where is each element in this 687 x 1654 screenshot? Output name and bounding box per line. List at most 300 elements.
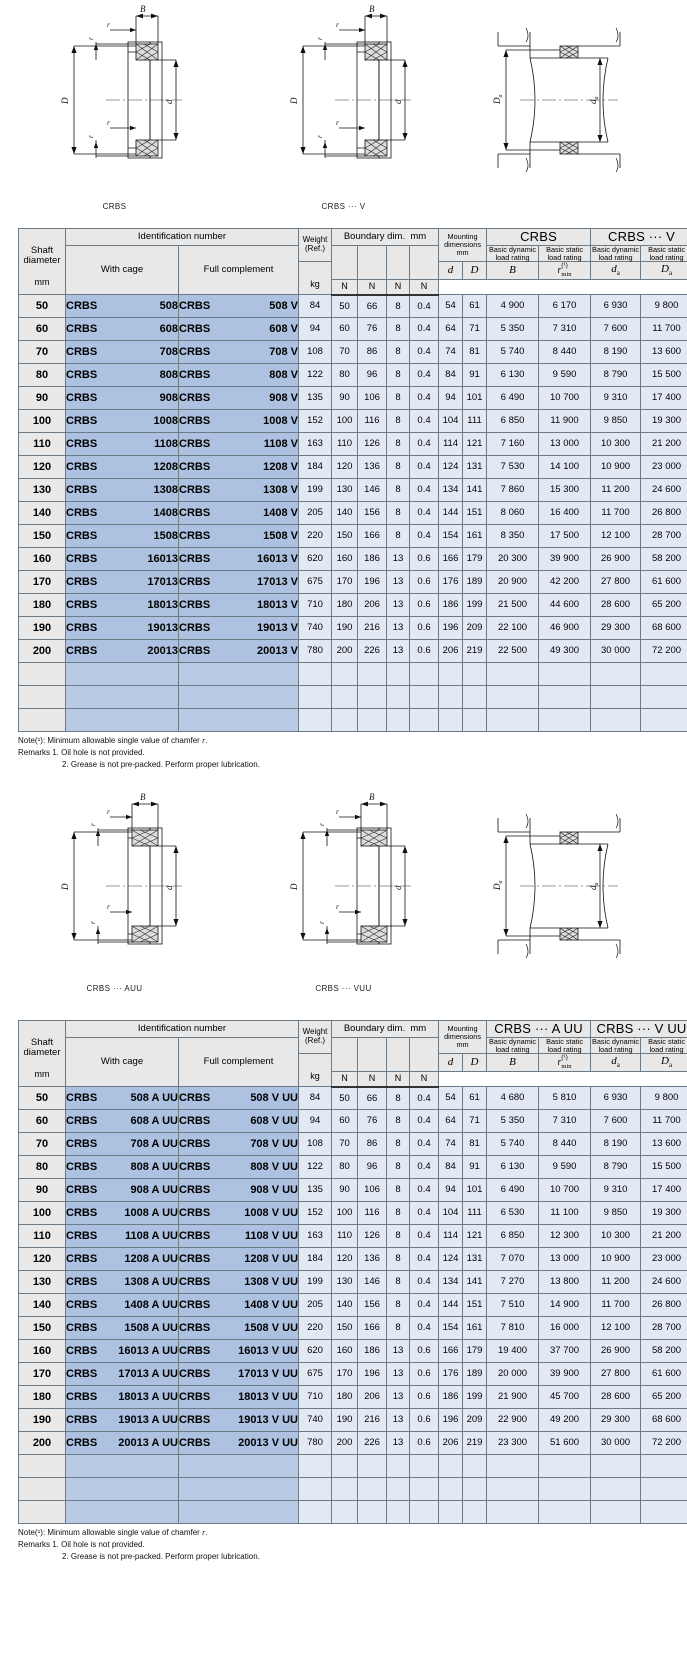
identification-full-complement-cell: CRBS 1208 V UU	[179, 1248, 299, 1271]
D-cell: 216	[358, 617, 387, 640]
remark-oil-hole-1: Remarks 1. Oil hole is not provided.	[18, 747, 145, 757]
table-row[interactable]	[19, 341, 687, 364]
table-row[interactable]	[19, 1087, 687, 1110]
table-row[interactable]	[19, 525, 687, 548]
d-cell: 150	[332, 1317, 358, 1340]
d-cell: 130	[332, 1271, 358, 1294]
basic-static-1-cell: 16 000	[539, 1317, 591, 1340]
table-row[interactable]	[19, 1133, 687, 1156]
basic-static-1-cell: 49 200	[539, 1409, 591, 1432]
table-row[interactable]	[19, 410, 687, 433]
d-cell: 170	[332, 1363, 358, 1386]
rmin-cell: 0.4	[410, 1087, 439, 1110]
basic-static-1-cell: 17 500	[539, 525, 591, 548]
identification-full-complement-cell: CRBS 17013 V	[179, 571, 299, 594]
empty-cell	[299, 1501, 332, 1524]
D-cell: 136	[358, 456, 387, 479]
table-row[interactable]	[19, 640, 687, 663]
basic-static-1-cell: 44 600	[539, 594, 591, 617]
da-cell: 166	[439, 1340, 463, 1363]
Da-cell: 179	[463, 1340, 487, 1363]
identification-with-cage-cell: CRBS 1308 A UU	[66, 1271, 179, 1294]
B-cell: 8	[387, 364, 410, 387]
D-cell: 186	[358, 548, 387, 571]
Da-cell: 141	[463, 1271, 487, 1294]
Da-cell: 111	[463, 410, 487, 433]
D-cell: 196	[358, 1363, 387, 1386]
table1-head	[19, 229, 687, 295]
basic-static-1-cell: 46 900	[539, 617, 591, 640]
label-r-1: r	[335, 807, 339, 817]
mounting-dimensions-drawing-top	[468, 0, 678, 200]
identification-with-cage-cell: CRBS 1508	[66, 525, 179, 548]
label-r-2: r	[85, 37, 95, 40]
shaft-diameter-cell: 150	[19, 1317, 66, 1340]
da-cell: 84	[439, 364, 463, 387]
label-B: B	[139, 4, 145, 14]
empty-cell	[358, 686, 387, 709]
D-cell: 126	[358, 433, 387, 456]
D-cell: 126	[358, 1225, 387, 1248]
empty-cell	[641, 686, 687, 709]
table-row[interactable]	[19, 1317, 687, 1340]
basic-static-2-cell: 15 500	[641, 364, 687, 387]
label-B: B	[139, 792, 145, 803]
basic-static-2-cell: 17 400	[641, 387, 687, 410]
figure-caption-crbs: CRBS	[102, 202, 127, 211]
table-row[interactable]	[19, 433, 687, 456]
empty-cell	[66, 1501, 179, 1524]
crbs-spec-table-1	[18, 228, 687, 732]
empty-cell	[591, 1455, 641, 1478]
basic-dynamic-1-cell: 7 270	[487, 1271, 539, 1294]
th2-unit-N-2: N	[358, 1072, 387, 1087]
empty-cell	[332, 1501, 358, 1524]
th2-sym-D: D	[463, 1054, 487, 1072]
table-row[interactable]	[19, 1363, 687, 1386]
weight-cell: 620	[299, 548, 332, 571]
basic-static-2-cell: 23 000	[641, 1248, 687, 1271]
th-basic-static-1: Basic static load rating	[539, 246, 591, 262]
empty-cell	[332, 709, 358, 732]
da-cell: 74	[439, 1133, 463, 1156]
shaft-diameter-cell: 60	[19, 1110, 66, 1133]
table-row[interactable]	[19, 1386, 687, 1409]
figure-crbs-auu	[0, 792, 229, 992]
table-row[interactable]	[19, 1432, 687, 1455]
basic-dynamic-2-cell: 30 000	[591, 1432, 641, 1455]
basic-static-2-cell: 19 300	[641, 1202, 687, 1225]
table-row[interactable]	[19, 1110, 687, 1133]
empty-cell	[179, 663, 299, 686]
th2-identification-number: Identification number	[66, 1021, 299, 1038]
table-row-empty	[19, 1478, 687, 1501]
basic-static-1-cell: 15 300	[539, 479, 591, 502]
rmin-cell: 0.6	[410, 571, 439, 594]
empty-cell	[66, 1455, 179, 1478]
table-row-empty	[19, 686, 687, 709]
empty-cell	[439, 1478, 463, 1501]
D-cell: 216	[358, 1409, 387, 1432]
weight-cell: 108	[299, 1133, 332, 1156]
basic-static-1-cell: 11 100	[539, 1202, 591, 1225]
basic-dynamic-1-cell: 6 130	[487, 1156, 539, 1179]
empty-cell	[487, 709, 539, 732]
B-cell: 8	[387, 1248, 410, 1271]
d-cell: 140	[332, 1294, 358, 1317]
empty-cell	[539, 1455, 591, 1478]
weight-cell: 740	[299, 1409, 332, 1432]
table-row[interactable]	[19, 1156, 687, 1179]
basic-dynamic-1-cell: 21 500	[487, 594, 539, 617]
identification-with-cage-cell: CRBS 708	[66, 341, 179, 364]
table-row[interactable]	[19, 1409, 687, 1432]
th-mounting-dimensions: Mounting dimensions mm	[439, 229, 487, 262]
empty-cell	[539, 686, 591, 709]
basic-dynamic-1-cell: 7 810	[487, 1317, 539, 1340]
figure-crbs-vuu	[229, 792, 458, 992]
identification-full-complement-cell: CRBS 19013 V	[179, 617, 299, 640]
basic-dynamic-2-cell: 27 800	[591, 571, 641, 594]
table-row[interactable]	[19, 456, 687, 479]
d-cell: 190	[332, 1409, 358, 1432]
basic-dynamic-2-cell: 10 900	[591, 456, 641, 479]
crbs-spec-table-2	[18, 1020, 687, 1524]
basic-static-1-cell: 10 700	[539, 1179, 591, 1202]
identification-full-complement-cell: CRBS 1408 V	[179, 502, 299, 525]
identification-with-cage-cell: CRBS 19013 A UU	[66, 1409, 179, 1432]
weight-cell: 780	[299, 1432, 332, 1455]
empty-cell	[387, 686, 410, 709]
label-r-1: r	[106, 807, 110, 817]
label-r-4: r	[314, 135, 324, 138]
th2-group-crbs-auu: CRBS ··· A UU	[487, 1021, 591, 1038]
d-cell: 200	[332, 640, 358, 663]
basic-dynamic-2-cell: 26 900	[591, 548, 641, 571]
empty-cell	[487, 686, 539, 709]
th-unit-N-1: N	[332, 280, 358, 295]
label-B: B	[368, 792, 374, 803]
empty-cell	[66, 709, 179, 732]
table-row[interactable]	[19, 617, 687, 640]
d-cell: 60	[332, 318, 358, 341]
empty-cell	[332, 1478, 358, 1501]
basic-dynamic-2-cell: 9 850	[591, 410, 641, 433]
rmin-cell: 0.4	[410, 364, 439, 387]
empty-cell	[410, 1478, 439, 1501]
identification-with-cage-cell: CRBS 17013 A UU	[66, 1363, 179, 1386]
empty-cell	[410, 686, 439, 709]
shaft-diameter-cell: 170	[19, 571, 66, 594]
basic-dynamic-1-cell: 8 060	[487, 502, 539, 525]
basic-dynamic-1-cell: 4 900	[487, 295, 539, 318]
weight-cell: 94	[299, 318, 332, 341]
basic-dynamic-1-cell: 22 900	[487, 1409, 539, 1432]
Da-cell: 111	[463, 1202, 487, 1225]
Da-cell: 209	[463, 617, 487, 640]
th2-B-spacer	[387, 1038, 410, 1072]
basic-dynamic-1-cell: 7 160	[487, 433, 539, 456]
empty-cell	[591, 709, 641, 732]
empty-cell	[591, 663, 641, 686]
th2-sym-B: B	[487, 1054, 539, 1072]
identification-with-cage-cell: CRBS 18013	[66, 594, 179, 617]
basic-static-1-cell: 49 300	[539, 640, 591, 663]
basic-dynamic-1-cell: 6 850	[487, 410, 539, 433]
D-cell: 96	[358, 364, 387, 387]
basic-dynamic-2-cell: 8 190	[591, 1133, 641, 1156]
Da-cell: 161	[463, 1317, 487, 1340]
table-row[interactable]	[19, 295, 687, 318]
th2-boundary-dim: Boundary dim. mm	[332, 1021, 439, 1038]
table-row[interactable]	[19, 1248, 687, 1271]
shaft-diameter-cell: 50	[19, 1087, 66, 1110]
identification-full-complement-cell: CRBS 1108 V UU	[179, 1225, 299, 1248]
shaft-diameter-cell: 110	[19, 1225, 66, 1248]
table-row[interactable]	[19, 571, 687, 594]
label-d: d	[163, 99, 174, 104]
label-d: d	[392, 885, 403, 891]
identification-full-complement-cell: CRBS 1108 V	[179, 433, 299, 456]
basic-dynamic-1-cell: 5 740	[487, 341, 539, 364]
table-row[interactable]	[19, 1340, 687, 1363]
th-basic-dynamic-2: Basic dynamic load rating	[592, 245, 640, 262]
table-row[interactable]	[19, 1294, 687, 1317]
D-cell: 146	[358, 1271, 387, 1294]
empty-cell	[179, 709, 299, 732]
basic-dynamic-2-cell: 6 930	[591, 295, 641, 318]
rmin-cell: 0.4	[410, 410, 439, 433]
basic-dynamic-2-cell: 30 000	[591, 640, 641, 663]
basic-static-1-cell: 6 170	[539, 295, 591, 318]
th2-weight: Weight (Ref.)	[299, 1021, 332, 1054]
th2-basic-static-2: Basic static load rating	[641, 1038, 687, 1054]
weight-cell: 675	[299, 571, 332, 594]
table-row[interactable]	[19, 387, 687, 410]
table2-head-row-1	[19, 1021, 687, 1038]
basic-static-2-cell: 9 800	[641, 1087, 687, 1110]
D-cell: 136	[358, 1248, 387, 1271]
basic-static-2-cell: 9 800	[641, 295, 687, 318]
d-cell: 160	[332, 548, 358, 571]
weight-cell: 84	[299, 295, 332, 318]
rmin-cell: 0.4	[410, 1248, 439, 1271]
weight-cell: 710	[299, 594, 332, 617]
th2-sym-da: $d_a$	[591, 1054, 641, 1072]
empty-cell	[19, 709, 66, 732]
basic-static-2-cell: 72 200	[641, 1432, 687, 1455]
D-cell: 226	[358, 640, 387, 663]
empty-cell	[299, 1455, 332, 1478]
weight-cell: 620	[299, 1340, 332, 1363]
Da-cell: 91	[463, 1156, 487, 1179]
empty-cell	[19, 1501, 66, 1524]
D-cell: 206	[358, 1386, 387, 1409]
empty-cell	[358, 709, 387, 732]
th-d-spacer	[332, 246, 358, 280]
B-cell: 8	[387, 479, 410, 502]
B-cell: 13	[387, 1409, 410, 1432]
empty-cell	[332, 1455, 358, 1478]
da-cell: 124	[439, 1248, 463, 1271]
basic-dynamic-2-cell: 6 930	[591, 1087, 641, 1110]
table2-head-row-2	[19, 1038, 687, 1054]
Da-cell: 131	[463, 1248, 487, 1271]
D-cell: 156	[358, 1294, 387, 1317]
weight-cell: 84	[299, 1087, 332, 1110]
label-D: D	[59, 97, 70, 104]
shaft-diameter-cell: 130	[19, 1271, 66, 1294]
th2-unit-N-3: N	[387, 1072, 410, 1087]
B-cell: 8	[387, 318, 410, 341]
identification-with-cage-cell: CRBS 1008 A UU	[66, 1202, 179, 1225]
d-cell: 70	[332, 1133, 358, 1156]
da-cell: 176	[439, 571, 463, 594]
identification-full-complement-cell: CRBS 1408 V UU	[179, 1294, 299, 1317]
basic-static-1-cell: 13 000	[539, 1248, 591, 1271]
th-group-crbs-v: CRBS ··· V	[591, 229, 687, 246]
d-cell: 90	[332, 1179, 358, 1202]
table-row[interactable]	[19, 548, 687, 571]
identification-full-complement-cell: CRBS 20013 V	[179, 640, 299, 663]
table2-body	[19, 1087, 687, 1524]
empty-cell	[387, 1478, 410, 1501]
table-row[interactable]	[19, 1225, 687, 1248]
D-cell: 156	[358, 502, 387, 525]
basic-static-2-cell: 65 200	[641, 1386, 687, 1409]
table1-wrapper	[18, 228, 685, 732]
table-row[interactable]	[19, 1202, 687, 1225]
empty-cell	[410, 663, 439, 686]
table-row[interactable]	[19, 1179, 687, 1202]
identification-full-complement-cell: CRBS 16013 V UU	[179, 1340, 299, 1363]
label-B: B	[368, 4, 374, 14]
figure-crbs	[0, 0, 229, 211]
basic-dynamic-1-cell: 20 300	[487, 548, 539, 571]
remark-oil-hole-2: Remarks 1. Oil hole is not provided.	[18, 1540, 145, 1549]
empty-cell	[19, 1478, 66, 1501]
table-row-empty	[19, 1501, 687, 1524]
table2-wrapper	[18, 1020, 687, 1524]
table-row[interactable]	[19, 594, 687, 617]
da-cell: 134	[439, 479, 463, 502]
shaft-diameter-cell: 200	[19, 640, 66, 663]
Da-cell: 199	[463, 1386, 487, 1409]
rmin-cell: 0.4	[410, 525, 439, 548]
empty-cell	[463, 1501, 487, 1524]
figure-caption-crbs-v: CRBS ··· V	[321, 202, 366, 211]
empty-cell	[66, 686, 179, 709]
basic-static-1-cell: 7 310	[539, 318, 591, 341]
weight-cell: 199	[299, 479, 332, 502]
basic-dynamic-2-cell: 10 900	[591, 1248, 641, 1271]
basic-dynamic-1-cell: 6 530	[487, 1202, 539, 1225]
weight-cell: 740	[299, 617, 332, 640]
th2-rmin-spacer	[410, 1038, 439, 1072]
table-row-empty	[19, 663, 687, 686]
table-row[interactable]	[19, 364, 687, 387]
identification-with-cage-cell: CRBS 1408	[66, 502, 179, 525]
B-cell: 13	[387, 594, 410, 617]
shaft-diameter-cell: 110	[19, 433, 66, 456]
label-r-3: r	[106, 902, 110, 912]
basic-dynamic-2-cell: 7 600	[591, 318, 641, 341]
d-cell: 150	[332, 525, 358, 548]
B-cell: 8	[387, 502, 410, 525]
basic-static-1-cell: 7 310	[539, 1110, 591, 1133]
basic-dynamic-2-cell: 28 600	[591, 1386, 641, 1409]
empty-cell	[19, 686, 66, 709]
rmin-cell: 0.6	[410, 617, 439, 640]
empty-cell	[591, 1478, 641, 1501]
th2-basic-static-1: Basic static load rating	[539, 1038, 591, 1054]
empty-cell	[358, 1501, 387, 1524]
D-cell: 66	[358, 295, 387, 318]
table-row[interactable]	[19, 479, 687, 502]
B-cell: 8	[387, 1271, 410, 1294]
shaft-diameter-cell: 170	[19, 1363, 66, 1386]
da-cell: 166	[439, 548, 463, 571]
identification-full-complement-cell: CRBS 16013 V	[179, 548, 299, 571]
basic-static-2-cell: 58 200	[641, 1340, 687, 1363]
d-cell: 120	[332, 456, 358, 479]
table-row-empty	[19, 709, 687, 732]
basic-static-1-cell: 14 100	[539, 456, 591, 479]
weight-cell: 152	[299, 1202, 332, 1225]
th2-with-cage: With cage	[66, 1038, 179, 1087]
identification-full-complement-cell: CRBS 17013 V UU	[179, 1363, 299, 1386]
label-r-4: r	[87, 921, 97, 925]
Da-cell: 209	[463, 1409, 487, 1432]
identification-full-complement-cell: CRBS 908 V	[179, 387, 299, 410]
shaft-diameter-cell: 150	[19, 525, 66, 548]
da-cell: 104	[439, 1202, 463, 1225]
identification-full-complement-cell: CRBS 908 V UU	[179, 1179, 299, 1202]
basic-dynamic-2-cell: 29 300	[591, 1409, 641, 1432]
basic-dynamic-2-cell: 7 600	[591, 1110, 641, 1133]
Da-cell: 141	[463, 479, 487, 502]
label-r-3: r	[106, 118, 110, 127]
B-cell: 13	[387, 640, 410, 663]
figure-row-bottom	[0, 792, 687, 992]
th-with-cage: With cage	[66, 246, 179, 295]
label-Da: $D_a$	[491, 880, 504, 891]
shaft-diameter-cell: 90	[19, 387, 66, 410]
table-row[interactable]	[19, 318, 687, 341]
table-row[interactable]	[19, 502, 687, 525]
empty-cell	[439, 663, 463, 686]
th2-weight-unit: kg	[299, 1054, 332, 1087]
table-row-empty	[19, 1455, 687, 1478]
D-cell: 86	[358, 1133, 387, 1156]
weight-cell: 184	[299, 456, 332, 479]
th2-unit-N-1: N	[332, 1072, 358, 1087]
rmin-cell: 0.6	[410, 1409, 439, 1432]
label-d: d	[163, 885, 174, 891]
d-cell: 110	[332, 1225, 358, 1248]
weight-cell: 675	[299, 1363, 332, 1386]
basic-dynamic-1-cell: 8 350	[487, 525, 539, 548]
identification-with-cage-cell: CRBS 1508 A UU	[66, 1317, 179, 1340]
basic-dynamic-2-cell: 9 310	[591, 1179, 641, 1202]
empty-cell	[463, 709, 487, 732]
basic-static-2-cell: 24 600	[641, 1271, 687, 1294]
th-shaft-diameter: Shaft diameter mm	[19, 229, 66, 295]
th-sym-da: $d_a$	[591, 262, 641, 280]
identification-full-complement-cell: CRBS 808 V UU	[179, 1156, 299, 1179]
table-row[interactable]	[19, 1271, 687, 1294]
identification-with-cage-cell: CRBS 20013 A UU	[66, 1432, 179, 1455]
